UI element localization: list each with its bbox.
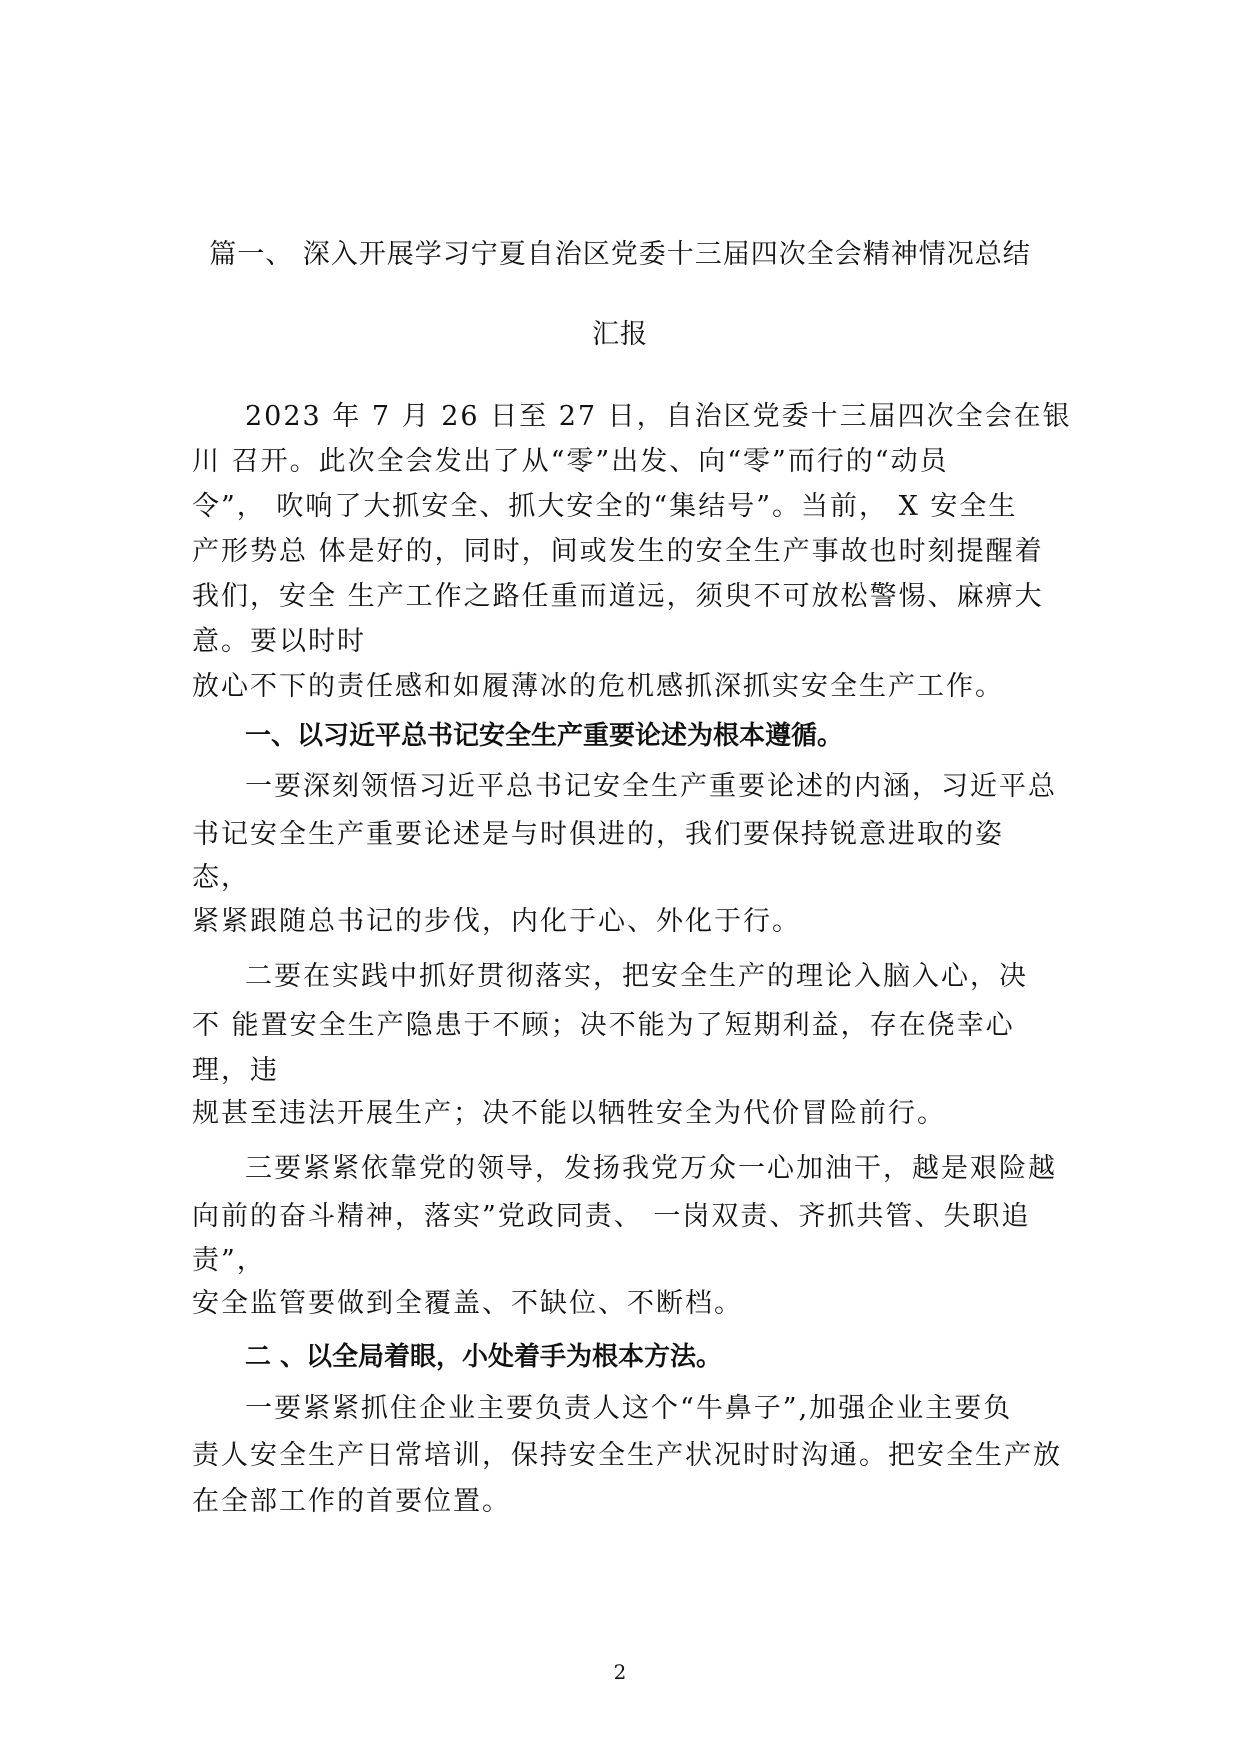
paragraph-line: 规甚至违法开展生产；决不能以牺牲安全为代价冒险前行。: [192, 1098, 946, 1129]
paragraph-line: 一要深刻领悟习近平总书记安全生产重要论述的内涵，习近平总: [245, 771, 1057, 802]
paragraph-line: 紧紧跟随总书记的步伐，内化于心、外化于行。: [192, 906, 801, 937]
paragraph-line: 责人安全生产日常培训，保持安全生产状况时时沟通。把安全生产放: [192, 1440, 1062, 1471]
intro-line: 意。要以时时: [192, 626, 366, 657]
document-title-line-1: 篇一、 深入开展学习宁夏自治区党委十三届四次全会精神情况总结: [209, 239, 1031, 270]
paragraph-line: 态，: [192, 862, 250, 893]
intro-line: 令”， 吹响了大抓安全、抓大安全的“集结号”。当前， X 安全生: [192, 491, 1018, 522]
paragraph-line: 三要紧紧依靠党的领导，发扬我党万众一心加油干，越是艰险越: [245, 1153, 1057, 1184]
paragraph-line: 在全部工作的首要位置。: [192, 1486, 511, 1517]
paragraph-line: 向前的奋斗精神，落实”党政同责、 一岗双责、齐抓共管、失职追: [192, 1201, 1031, 1232]
paragraph-line: 理，违: [192, 1055, 279, 1086]
intro-line: 产形势总 体是好的，同时，间或发生的安全生产事故也时刻提醒着: [192, 536, 1044, 567]
intro-line: 川 召开。此次全会发出了从“零”出发、向“零”而行的“动员: [192, 446, 949, 477]
paragraph-line: 安全监管要做到全覆盖、不缺位、不断档。: [192, 1288, 743, 1319]
section-heading-1: 一、以习近平总书记安全生产重要论述为根本遵循。: [245, 721, 844, 751]
paragraph-line: 书记安全生产重要论述是与时俱进的，我们要保持锐意进取的姿: [192, 819, 1004, 850]
paragraph-line: 不 能置安全生产隐患于不顾；决不能为了短期利益，存在侥幸心: [192, 1010, 1015, 1041]
intro-line: 放心不下的责任感和如履薄冰的危机感抓深抓实安全生产工作。: [192, 671, 1004, 702]
section-heading-2: 二 、以全局着眼，小处着手为根本方法。: [245, 1342, 723, 1372]
page-number: 2: [613, 1660, 627, 1684]
paragraph-line: 责”，: [192, 1245, 266, 1276]
document-title-line-2: 汇报: [592, 319, 648, 350]
paragraph-line: 二要在实践中抓好贯彻落实，把安全生产的理论入脑入心，决: [245, 961, 1028, 992]
intro-line: 2023 年 7 月 26 日至 27 日，自治区党委十三届四次全会在银: [245, 401, 1072, 432]
intro-line: 我们，安全 生产工作之路任重而道远，须臾不可放松警惕、麻痹大: [192, 581, 1044, 612]
paragraph-line: 一要紧紧抓住企业主要负责人这个“牛鼻子”,加强企业主要负: [245, 1393, 1013, 1424]
